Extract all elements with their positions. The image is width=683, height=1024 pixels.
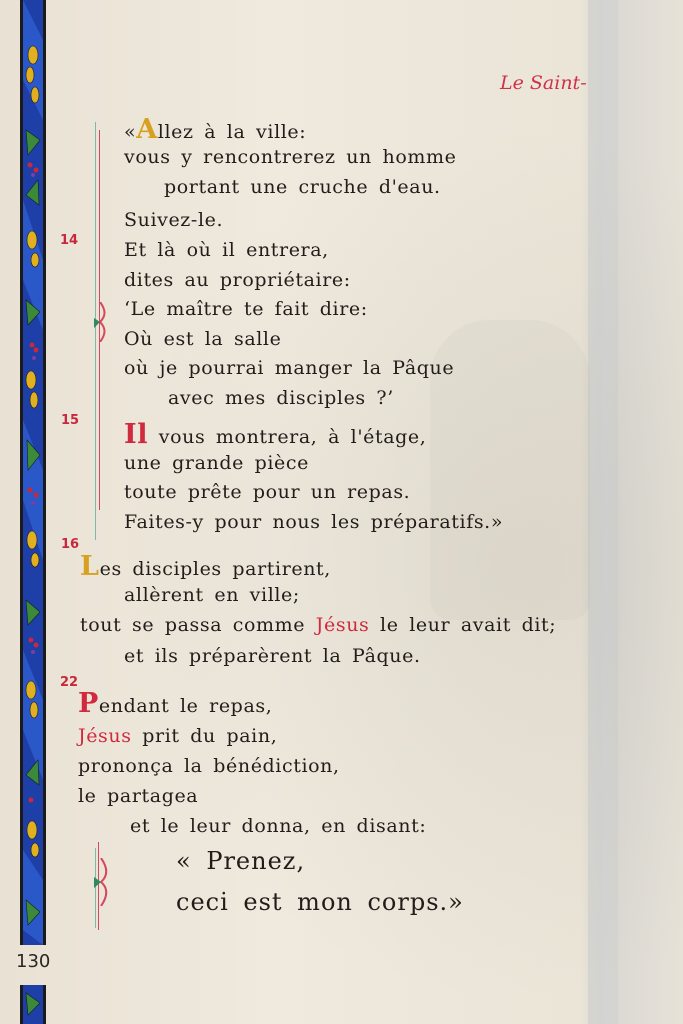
text-line: Il vous montrera, à l'étage,	[124, 419, 427, 450]
text-line: Suivez-le.	[124, 209, 224, 231]
text-line: Où est la salle	[124, 328, 282, 350]
page-number: 130	[16, 951, 51, 972]
text-line-emphasis: ceci est mon corps.»	[176, 888, 464, 916]
running-header: Le Saint-	[500, 72, 587, 94]
page-shadow	[588, 0, 618, 1024]
text-line: toute prête pour un repas.	[124, 481, 411, 503]
text-line: Faites-y pour nous les préparatifs.»	[124, 511, 504, 533]
text-line: prononça la bénédiction,	[78, 755, 340, 777]
text-line: ‘Le maître te fait dire:	[124, 298, 368, 320]
text-line: Les disciples partirent,	[80, 551, 331, 582]
stained-glass-border-fragment	[20, 985, 46, 1024]
text-line: avec mes disciples ?’	[168, 387, 394, 409]
drop-cap: L	[80, 551, 100, 582]
stained-glass-border	[20, 0, 46, 945]
drop-cap: A	[136, 114, 158, 145]
text-line-emphasis: « Prenez,	[176, 847, 306, 875]
verse-number-16: 16	[61, 537, 80, 552]
text-line: et le leur donna, en disant:	[130, 815, 427, 837]
verse-number-14: 14	[60, 233, 79, 248]
text-line: le partagea	[78, 785, 199, 807]
speech-marker-icon	[92, 302, 108, 342]
text-line: «Allez à la ville:	[124, 114, 307, 145]
text-line: Pendant le repas,	[78, 688, 273, 719]
text-line: portant une cruche d'eau.	[164, 176, 441, 198]
text-line: tout se passa comme Jésus le leur avait dit;	[80, 614, 557, 636]
drop-cap: Il	[124, 419, 149, 450]
text-line: vous y rencontrerez un homme	[124, 146, 457, 168]
drop-cap: P	[78, 688, 99, 719]
name-jesus: Jésus	[315, 614, 370, 636]
text-line: et ils préparèrent la Pâque.	[124, 645, 421, 667]
text-line: Et là où il entrera,	[124, 239, 329, 261]
verse-number-22: 22	[60, 675, 79, 690]
text-line: où je pourrai manger la Pâque	[124, 357, 455, 379]
name-jesus: Jésus	[78, 725, 132, 747]
text-line: allèrent en ville;	[124, 584, 300, 606]
text-line: Jésus prit du pain,	[78, 725, 278, 747]
text-line: dites au propriétaire:	[124, 269, 351, 291]
speech-marker-icon	[92, 858, 110, 906]
verse-number-15: 15	[61, 413, 80, 428]
text-line: une grande pièce	[124, 452, 309, 474]
